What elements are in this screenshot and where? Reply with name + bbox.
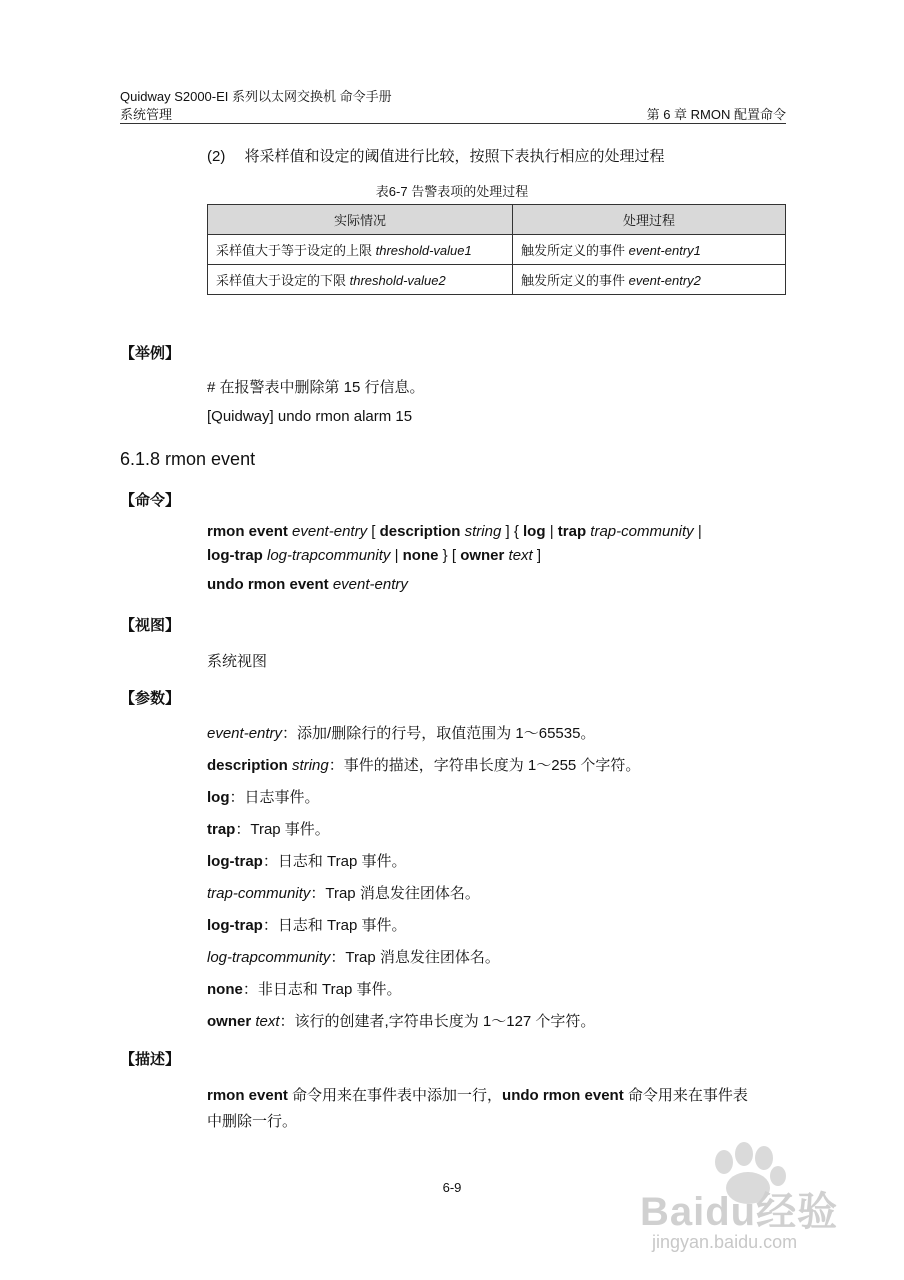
describe-text: 命令用来在事件表中添加一行，	[287, 1087, 503, 1104]
param-desc: ：Trap 事件。	[235, 821, 330, 838]
watermark-brand: Baidu经验	[640, 1190, 839, 1234]
header-chapter: 第 6 章 RMON 配置命令	[646, 107, 786, 122]
table-row	[208, 265, 786, 295]
param-desc: ：Trap 消息发往团体名。	[310, 885, 480, 902]
bracket: ] {	[505, 523, 519, 540]
cell-text: 采样值大于等于设定的上限	[216, 243, 376, 258]
param-item	[207, 818, 330, 839]
header-title: Quidway S2000-EI 系列以太网交换机 命令手册	[120, 89, 392, 104]
table-cell	[208, 265, 513, 295]
kw-undo-rmon-event: undo rmon event	[207, 576, 329, 593]
param-item	[207, 1010, 595, 1031]
command-syntax-line1	[207, 523, 702, 540]
param-key: log-trap	[207, 917, 263, 934]
param-item	[207, 850, 406, 871]
watermark-url: jingyan.baidu.com	[652, 1232, 798, 1252]
kw-none: none	[402, 547, 439, 564]
kw-log-trap: log-trap	[207, 547, 263, 564]
table-cell	[208, 235, 513, 265]
param-key: event-entry	[207, 725, 283, 742]
bracket: ]	[536, 547, 542, 564]
arg-string: string	[464, 523, 502, 540]
section-title: 6.1.8 rmon event	[120, 449, 256, 469]
param-desc: ：该行的创建者,字符串长度为 1～127 个字符。	[279, 1013, 596, 1030]
param-key: description	[207, 757, 288, 774]
cell-param: threshold-value2	[349, 273, 446, 288]
table-row	[208, 235, 786, 265]
param-item	[207, 946, 500, 967]
describe-cmd: undo rmon event	[502, 1087, 624, 1104]
example-comment: # 在报警表中删除第 15 行信息。	[207, 379, 425, 396]
kw-description: description	[379, 523, 461, 540]
param-key: log-trap	[207, 853, 263, 870]
param-key: log-trapcommunity	[207, 949, 331, 966]
kw-event: event	[248, 523, 288, 540]
param-desc: ：非日志和 Trap 事件。	[242, 981, 402, 998]
table-cell	[513, 235, 786, 265]
table-cell	[513, 265, 786, 295]
table-header-row	[208, 205, 786, 235]
param-key-arg: string	[287, 757, 329, 774]
arg-text: text	[508, 547, 533, 564]
cell-param: event-entry2	[628, 273, 701, 288]
describe-cmd: rmon event	[207, 1087, 288, 1104]
kw-trap: trap	[557, 523, 587, 540]
param-item	[207, 882, 480, 903]
table-header-cell: 处理过程	[513, 205, 786, 235]
cell-text: 触发所定义的事件	[521, 273, 629, 288]
cell-text: 触发所定义的事件	[521, 243, 629, 258]
example-command: [Quidway] undo rmon alarm 15	[207, 408, 413, 425]
cell-text: 采样值大于设定的下限	[216, 273, 350, 288]
param-desc: ：Trap 消息发往团体名。	[330, 949, 500, 966]
bracket: [	[371, 523, 376, 540]
arg-trap-community: trap-community	[590, 523, 694, 540]
param-desc: ：日志和 Trap 事件。	[262, 853, 407, 870]
table-header-cell: 实际情况	[208, 205, 513, 235]
kw-log: log	[523, 523, 546, 540]
cell-param: event-entry1	[628, 243, 701, 258]
param-desc: ：日志事件。	[229, 789, 320, 806]
baidu-watermark	[640, 1140, 855, 1260]
view-heading: 【视图】	[120, 617, 181, 634]
page-number: 6-9	[442, 1180, 462, 1195]
describe-text: 命令用来在事件表	[623, 1087, 748, 1104]
bracket: } [	[442, 547, 457, 564]
param-key: trap	[207, 821, 236, 838]
arg-event-entry: event-entry	[292, 523, 368, 540]
param-key: none	[207, 981, 243, 998]
pipe: |	[394, 547, 399, 564]
example-heading: 【举例】	[120, 345, 181, 362]
header-rule	[120, 123, 786, 124]
command-syntax-line2	[207, 547, 541, 564]
table-caption: 表6-7 告警表项的处理过程	[375, 184, 529, 199]
param-key: owner	[207, 1013, 252, 1030]
param-desc: ：添加/删除行的行号，取值范围为 1～65535。	[282, 725, 596, 742]
params-heading: 【参数】	[120, 690, 181, 707]
describe-line2: 中删除一行。	[207, 1113, 298, 1130]
kw-owner: owner	[460, 547, 505, 564]
param-desc: ：日志和 Trap 事件。	[262, 917, 407, 934]
param-desc: ：事件的描述，字符串长度为 1～255 个字符。	[328, 757, 641, 774]
param-key: log	[207, 789, 230, 806]
pipe: |	[697, 523, 702, 540]
pipe: |	[549, 523, 554, 540]
param-key: trap-community	[207, 885, 311, 902]
param-item	[207, 978, 401, 999]
command-heading: 【命令】	[120, 492, 181, 509]
param-item	[207, 754, 640, 775]
command-undo-line	[207, 576, 408, 593]
param-item	[207, 722, 595, 743]
arg-event-entry: event-entry	[332, 576, 408, 593]
param-item	[207, 786, 320, 807]
header-section: 系统管理	[120, 107, 173, 122]
kw-rmon: rmon	[207, 523, 245, 540]
view-text: 系统视图	[207, 653, 268, 670]
param-key-arg: text	[251, 1013, 280, 1030]
step-2-text: (2) 将采样值和设定的阈值进行比较，按照下表执行相应的处理过程	[207, 148, 665, 165]
alarm-process-table	[207, 204, 786, 295]
arg-log-trapcommunity: log-trapcommunity	[267, 547, 391, 564]
describe-heading: 【描述】	[120, 1051, 181, 1068]
cell-param: threshold-value1	[375, 243, 472, 258]
describe-line1	[207, 1084, 748, 1105]
param-item	[207, 914, 406, 935]
